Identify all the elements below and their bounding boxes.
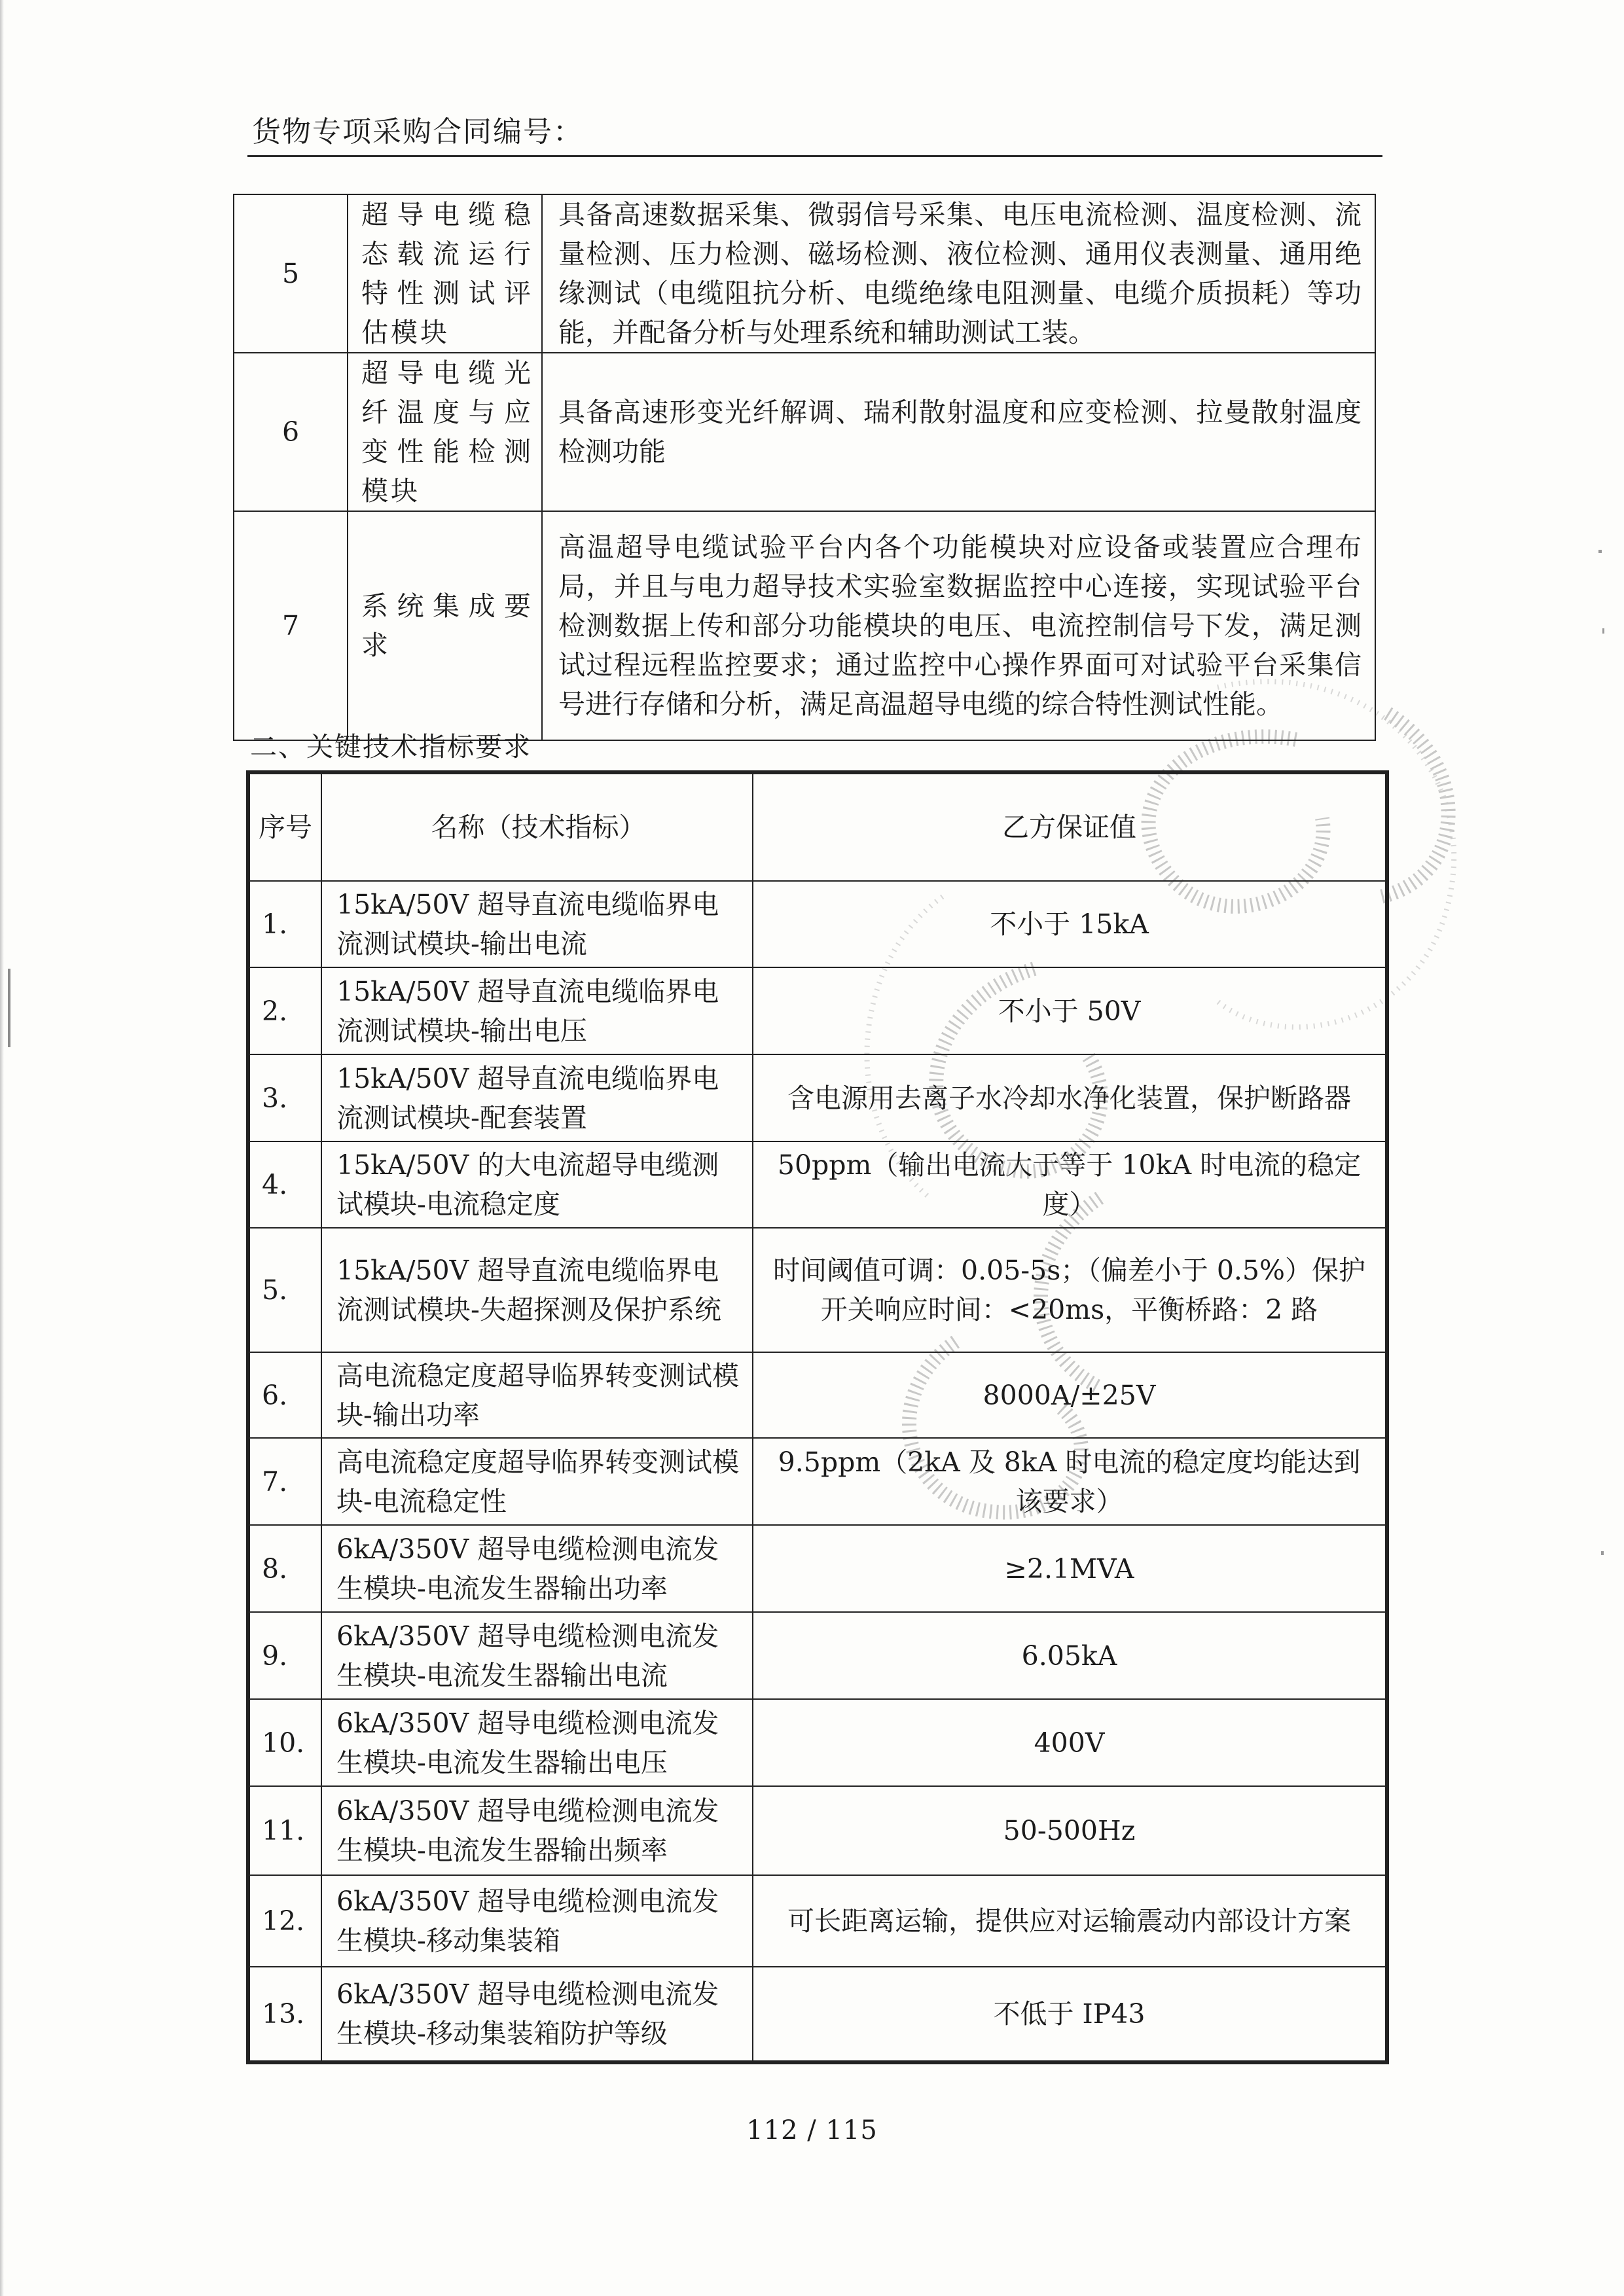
scan-speck — [1598, 550, 1602, 553]
row-number: 13. — [248, 1967, 321, 2062]
row-number: 7. — [248, 1438, 321, 1525]
spec-name: 15kA/50V 超导直流电缆临界电流测试模块-输出电压 — [321, 967, 753, 1054]
spec-value: 50-500Hz — [753, 1786, 1387, 1875]
spec-value: ≥2.1MVA — [753, 1525, 1387, 1612]
row-number: 1. — [248, 881, 321, 967]
table-row — [234, 194, 1375, 353]
row-number: 5 — [234, 194, 348, 353]
key-specs-table — [246, 770, 1389, 2064]
spec-value: 6.05kA — [753, 1612, 1387, 1699]
column-header-no: 序号 — [248, 772, 321, 881]
module-table-continued — [233, 194, 1376, 741]
row-number: 5. — [248, 1228, 321, 1352]
spec-name: 6kA/350V 超导电缆检测电流发生模块-电流发生器输出电压 — [321, 1699, 753, 1786]
table-row — [248, 1228, 1387, 1352]
spec-value: 不小于 50V — [753, 967, 1387, 1054]
spec-value: 不低于 IP43 — [753, 1967, 1387, 2062]
table-row — [248, 881, 1387, 967]
spec-name: 6kA/350V 超导电缆检测电流发生模块-电流发生器输出功率 — [321, 1525, 753, 1612]
table-row — [248, 1967, 1387, 2062]
scan-speck — [8, 969, 10, 1047]
scan-speck — [1601, 1551, 1604, 1555]
header-divider — [247, 155, 1382, 157]
table-row — [248, 1699, 1387, 1786]
spec-value: 含电源用去离子水冷却水净化装置，保护断路器 — [753, 1054, 1387, 1141]
table-row — [248, 1141, 1387, 1228]
table-row — [248, 1054, 1387, 1141]
spec-name: 6kA/350V 超导电缆检测电流发生模块-移动集装箱防护等级 — [321, 1967, 753, 2062]
module-description: 具备高速形变光纤解调、瑞利散射温度和应变检测、拉曼散射温度检测功能 — [542, 353, 1375, 511]
spec-name: 15kA/50V 超导直流电缆临界电流测试模块-失超探测及保护系统 — [321, 1228, 753, 1352]
row-number: 10. — [248, 1699, 321, 1786]
column-header-name: 名称（技术指标） — [321, 772, 753, 881]
table-row — [248, 1352, 1387, 1438]
row-number: 2. — [248, 967, 321, 1054]
spec-value: 时间阈值可调：0.05-5s；（偏差小于 0.5%）保护开关响应时间：<20ms，平衡桥路：2 路 — [753, 1228, 1387, 1352]
table-row — [248, 1612, 1387, 1699]
table-row — [248, 967, 1387, 1054]
spec-name: 高电流稳定度超导临界转变测试模块-输出功率 — [321, 1352, 753, 1438]
spec-value: 50ppm（输出电流大于等于 10kA 时电流的稳定度） — [753, 1141, 1387, 1228]
table-row — [248, 1875, 1387, 1967]
table-header-row — [248, 772, 1387, 881]
table-row — [248, 1786, 1387, 1875]
spec-value: 可长距离运输，提供应对运输震动内部设计方案 — [753, 1875, 1387, 1967]
spec-value: 8000A/±25V — [753, 1352, 1387, 1438]
spec-name: 高电流稳定度超导临界转变测试模块-电流稳定性 — [321, 1438, 753, 1525]
module-description: 具备高速数据采集、微弱信号采集、电压电流检测、温度检测、流量检测、压力检测、磁场检测、液位检测、通用仪表测量、通用绝缘测试（电缆阻抗分析、电缆绝缘电阻测量、电缆介质损耗）等功能，并配备分析与处理系统和辅助测试工装。 — [542, 194, 1375, 353]
spec-name: 15kA/50V 超导直流电缆临界电流测试模块-配套装置 — [321, 1054, 753, 1141]
row-number: 6. — [248, 1352, 321, 1438]
column-header-value: 乙方保证值 — [753, 772, 1387, 881]
module-name: 超导电缆光纤温度与应变性能检测模块 — [348, 353, 542, 511]
module-name: 系统集成要求 — [348, 511, 542, 740]
spec-name: 6kA/350V 超导电缆检测电流发生模块-电流发生器输出频率 — [321, 1786, 753, 1875]
table-row — [248, 1438, 1387, 1525]
spec-name: 6kA/350V 超导电缆检测电流发生模块-电流发生器输出电流 — [321, 1612, 753, 1699]
table-row — [234, 353, 1375, 511]
page-number: 112 / 115 — [746, 2115, 878, 2145]
row-number: 6 — [234, 353, 348, 511]
spec-value: 9.5ppm（2kA 及 8kA 时电流的稳定度均能达到该要求） — [753, 1438, 1387, 1525]
spec-name: 6kA/350V 超导电缆检测电流发生模块-移动集装箱 — [321, 1875, 753, 1967]
table-row — [234, 511, 1375, 740]
row-number: 3. — [248, 1054, 321, 1141]
scan-speck — [1602, 628, 1604, 634]
section-heading: 二、关键技术指标要求 — [250, 731, 532, 762]
contract-number-header: 货物专项采购合同编号： — [252, 115, 583, 149]
module-name: 超导电缆稳态载流运行特性测试评估模块 — [348, 194, 542, 353]
row-number: 9. — [248, 1612, 321, 1699]
row-number: 11. — [248, 1786, 321, 1875]
spec-value: 400V — [753, 1699, 1387, 1786]
spec-name: 15kA/50V 超导直流电缆临界电流测试模块-输出电流 — [321, 881, 753, 967]
module-description: 高温超导电缆试验平台内各个功能模块对应设备或装置应合理布局，并且与电力超导技术实验室数据监控中心连接，实现试验平台检测数据上传和部分功能模块的电压、电流控制信号下发，满足测试过程远程监控要求；通过监控中心操作界面可对试验平台采集信号进行存储和分析，满足高温超导电缆的综合特性测试性能。 — [542, 511, 1375, 740]
row-number: 4. — [248, 1141, 321, 1228]
row-number: 7 — [234, 511, 348, 740]
scan-left-edge — [0, 0, 4, 2296]
spec-value: 不小于 15kA — [753, 881, 1387, 967]
row-number: 8. — [248, 1525, 321, 1612]
spec-name: 15kA/50V 的大电流超导电缆测试模块-电流稳定度 — [321, 1141, 753, 1228]
row-number: 12. — [248, 1875, 321, 1967]
table-row — [248, 1525, 1387, 1612]
